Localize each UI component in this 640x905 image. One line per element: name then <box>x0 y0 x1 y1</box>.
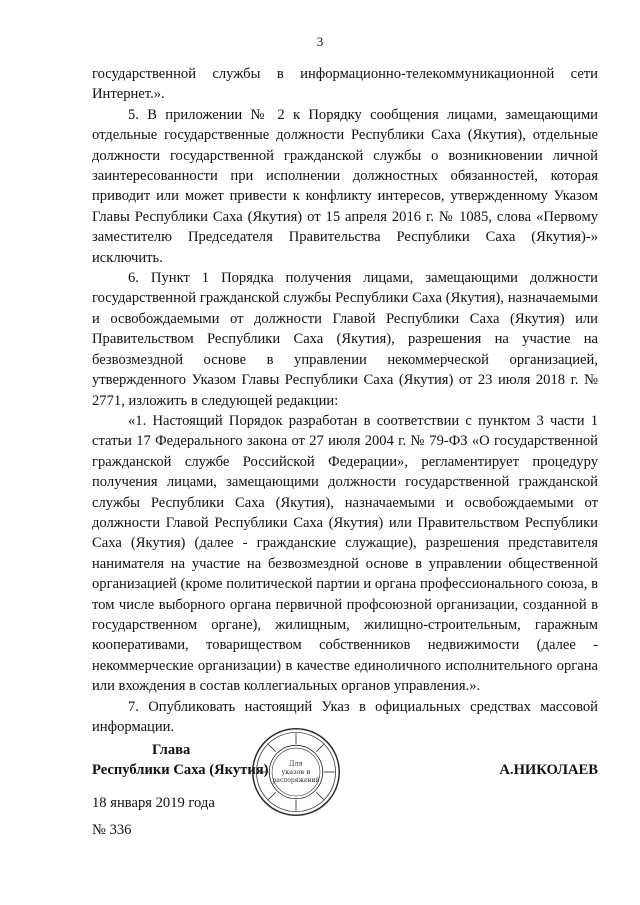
page-number: 3 <box>316 34 324 49</box>
document-date: 18 января 2019 года <box>92 795 215 811</box>
signature-block <box>92 740 598 780</box>
signatory-title-line1: Глава <box>152 742 191 758</box>
official-seal-stamp <box>250 726 342 818</box>
seal-inner-text-2: указов и <box>281 767 311 776</box>
paragraph-continuation: государственной службы в информационно-телекоммуникационной сети Интернет.». <box>92 66 598 103</box>
signatory-name: А.НИКОЛАЕВ <box>499 762 598 778</box>
document-body <box>92 64 598 737</box>
seal-inner-text-1: Для <box>289 759 303 768</box>
document-number: № 336 <box>92 822 132 838</box>
seal-inner-text-3: распоряжений <box>272 777 320 785</box>
signatory-title-line2: Республики Саха (Якутия) <box>92 762 269 778</box>
paragraph-quoted-rule: «1. Настоящий Порядок разработан в соответствии с пунктом 3 части 1 статьи 17 Федерального закона от 27 июля 2004 г. № 79-ФЗ «О государственной гражданской службе Российской Федерации», регламентирует процедуру получения лицами, замещающими должности государственной гражданской службы Республики Саха (Якутия), назначаемыми и освобождаемыми от должности Главой Республики Саха (Якутия) или Правительством Республики Саха (Якутия) (далее - гражданские служащие), разрешения представителя нанимателя на участие на безвозмездной основе в управлении общественной организацией (кроме политической партии и органа профессионального союза, в том числе выборного органа первичной профсоюзной организации, созданной в государственном органе), жилищным, жилищно-строительным, гаражным кооперативами, товариществом собственников недвижимости (далее - некоммерческие организации) в качестве единоличного исполнительного органа или вхождения в состав коллегиальных органов управления.». <box>92 412 598 695</box>
paragraph-item-7: 7. Опубликовать настоящий Указ в официальных средствах массовой информации. <box>92 698 598 735</box>
paragraph-item-5: 5. В приложении № 2 к Порядку сообщения лицами, замещающими отдельные государственные должности Республики Саха (Якутия), отдельные должности государственной гражданской службы о возникновении личной заинтересованности при исполнении должностных обязанностей, которая приводит или может привести к конфликту интересов, утвержденному Указом Главы Республики Саха (Якутия) от 15 апреля 2016 г. № 1085, слова «Первому заместителю Председателя Правительства Республики Саха (Якутия)-» исключить. <box>92 106 598 266</box>
paragraph-item-6: 6. Пункт 1 Порядка получения лицами, замещающими должности государственной гражданской службы Республики Саха (Якутия), назначаемыми и освобождаемыми от должности Главой Республики Саха (Якутия) или Правительством Республики Саха (Якутия), разрешения на участие на безвозмездной основе в управлении некоммерческой организацией, утвержденного Указом Главы Республики Саха (Якутия) от 23 июля 2018 г. № 2771, изложить в следующей редакции: <box>92 270 598 409</box>
